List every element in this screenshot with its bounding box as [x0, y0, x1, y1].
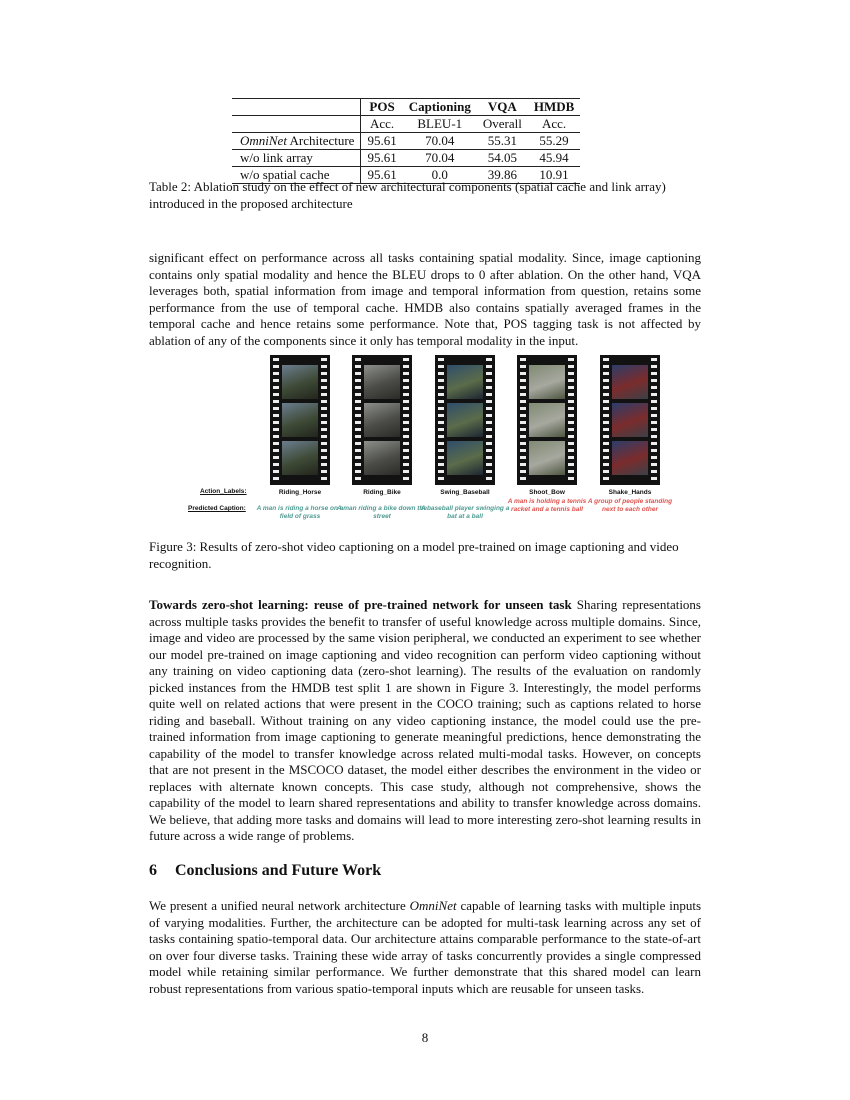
- figure-row-label-caption: Predicted Caption:: [188, 505, 246, 512]
- table-row-label: [232, 133, 361, 150]
- action-label: Riding_Bike: [363, 489, 401, 496]
- video-frame-image: [529, 403, 565, 437]
- video-frame-image: [612, 365, 648, 399]
- table-cell: 54.05: [477, 150, 528, 167]
- table-cell: 70.04: [403, 133, 477, 150]
- film-perforation: [273, 358, 279, 482]
- video-frame-image: [282, 441, 318, 475]
- predicted-caption: A baseball player swinging a bat at a ball: [420, 505, 510, 520]
- table-cell: 0.0: [403, 167, 477, 184]
- table-cell: 55.29: [528, 133, 580, 150]
- video-frame-image: [529, 441, 565, 475]
- paragraph-body: capable of learning tasks with multiple inputs of varying modalities. Further, the architecture can be adopted for multi-task learning across any set of tasks containing spatio-temporal data. Our architecture attains comparable performance to the state-of-art on over four diverse tasks. Training these wide array of tasks concurrently provides a single compressed model while retaining similar performance. We further demonstrate that this shared model can learn robust representations from various spatio-temporal inputs which are reusable for unseen tasks.: [149, 898, 702, 996]
- paragraph-body: Sharing representations across multiple tasks provides the benefit to transfer of useful knowledge across multiple domains. Since, image and video are processed by the same vision peripheral, we conducted an experiment to see whether our model pre-trained on image captioning and video recognition can perform video captioning without any training on video captioning data (zero-shot learning). The results of the evaluation on randomly picked instances from the HMDB test split 1 are shown in Figure 3. Interestingly, the model performs quite well on related actions that were present in the COCO training; such as captions related to horse riding and baseball. Without training on any video captioning instance, the model could use the pre-trained information from image captioning to generate meaningful predictions, hence demonstrating the capability of the model to transfer knowledge across related multi-modal tasks. However, on concepts that are not present in the MSCOCO dataset, the model either describes the environment in the video or replaces with alternate known concepts. This case study, although not comprehensive, shows the capability of the model to learn shared representations and ability to transfer knowledge across domains. We believe, that adding more tasks and domains will lead to more interesting zero-shot learning results in future across a wide range of problems.: [149, 597, 701, 843]
- action-label: Swing_Baseball: [440, 489, 490, 496]
- video-frame-image: [529, 365, 565, 399]
- action-label: Riding_Horse: [278, 489, 322, 496]
- table-header-row: [232, 99, 580, 116]
- table-cell: 39.86: [477, 167, 528, 184]
- predicted-caption: A man is riding a horse on a field of grass: [256, 505, 344, 520]
- film-strip-3: [435, 355, 495, 485]
- table-cell: 70.04: [403, 150, 477, 167]
- paragraph-text: [149, 597, 701, 845]
- film-perforation: [355, 358, 361, 482]
- table-metric-cell: Acc.: [528, 116, 580, 133]
- film-strip-4: [517, 355, 577, 485]
- paragraph-text: significant effect on performance across all tasks containing spatial modality. Since, image captioning contains only spatial modality and hence the BLEU drops to 0 after ablation. On the other hand, VQA leverages both, spatial information from image and temporal information from question, retains some performance from the use of temporal cache. HMDB also contains spatially averaged frames in the temporal cache and hence retains some performance. Note that, POS tagging task is not affected by ablation of any of the components since it only has temporal modality in the input.: [149, 250, 701, 348]
- table-cell: 95.61: [361, 167, 403, 184]
- action-label: Shoot_Bow: [529, 489, 565, 496]
- table-header-cell: POS: [361, 99, 403, 116]
- paragraph-body: We present a unified neural network architecture: [149, 898, 410, 913]
- predicted-caption: A man is holding a tennis racket and a tennis ball: [507, 498, 587, 513]
- film-strip-2: [352, 355, 412, 485]
- table-metric-cell: Overall: [477, 116, 528, 133]
- film-perforation: [568, 358, 574, 482]
- paragraph-conclusions: [149, 898, 701, 997]
- film-perforation: [403, 358, 409, 482]
- table-header-cell: [232, 99, 361, 116]
- table-header-cell: HMDB: [528, 99, 580, 116]
- film-perforation: [321, 358, 327, 482]
- paragraph-lead: Towards zero-shot learning: reuse of pre-trained network for unseen task: [149, 597, 572, 612]
- video-frame-image: [364, 365, 400, 399]
- film-strip-1: [270, 355, 330, 485]
- section-title: Conclusions and Future Work: [175, 862, 382, 879]
- figure-row-label-action: Action_Labels:: [200, 488, 247, 495]
- table-cell: 95.61: [361, 133, 403, 150]
- video-frame-image: [282, 365, 318, 399]
- video-frame-image: [447, 403, 483, 437]
- table-caption: Table 2: Ablation study on the effect of new architectural components (spatial cache and link array) introduced in the proposed architecture: [149, 179, 666, 211]
- film-strip-5: [600, 355, 660, 485]
- table-row: [232, 133, 580, 150]
- ablation-table: [232, 98, 580, 184]
- video-frame-image: [612, 403, 648, 437]
- page-number: 8: [421, 1030, 429, 1045]
- video-frame-image: [447, 365, 483, 399]
- table-header-cell: Captioning: [403, 99, 477, 116]
- table-cell: 55.31: [477, 133, 528, 150]
- film-perforation: [603, 358, 609, 482]
- table-header-cell: VQA: [477, 99, 528, 116]
- video-frame-image: [447, 441, 483, 475]
- film-perforation: [438, 358, 444, 482]
- table-cell: 95.61: [361, 150, 403, 167]
- table-metric-cell: Acc.: [361, 116, 403, 133]
- table-row-label: w/o spatial cache: [232, 167, 361, 184]
- film-perforation: [520, 358, 526, 482]
- table-row-label: w/o link array: [232, 150, 361, 167]
- table-metric-row: [232, 116, 580, 133]
- section-heading: [149, 862, 381, 880]
- predicted-caption: A man riding a bike down the street: [336, 505, 428, 520]
- row-label-emphasis: OmniNet: [240, 133, 287, 148]
- film-perforation: [651, 358, 657, 482]
- table-metric-cell: BLEU-1: [403, 116, 477, 133]
- paragraph-ablation: [149, 250, 701, 349]
- film-perforation: [486, 358, 492, 482]
- figure-zero-shot: [180, 355, 700, 530]
- paragraph-zero-shot: [149, 597, 701, 845]
- action-label: Shake_Hands: [608, 489, 652, 496]
- section-number: 6: [149, 862, 157, 879]
- row-label-text: Architecture: [286, 133, 355, 148]
- paragraph-emphasis: OmniNet: [409, 898, 457, 913]
- predicted-caption: A group of people standing next to each other: [587, 498, 673, 513]
- figure-caption: Figure 3: Results of zero-shot video captioning on a model pre-trained on image captioning and video recognition.: [149, 539, 679, 571]
- video-frame-image: [364, 403, 400, 437]
- table-row: [232, 150, 580, 167]
- video-frame-image: [364, 441, 400, 475]
- table-cell: 10.91: [528, 167, 580, 184]
- video-frame-image: [612, 441, 648, 475]
- paragraph-text: [149, 898, 701, 997]
- table-cell: 45.94: [528, 150, 580, 167]
- table-metric-cell: [232, 116, 361, 133]
- video-frame-image: [282, 403, 318, 437]
